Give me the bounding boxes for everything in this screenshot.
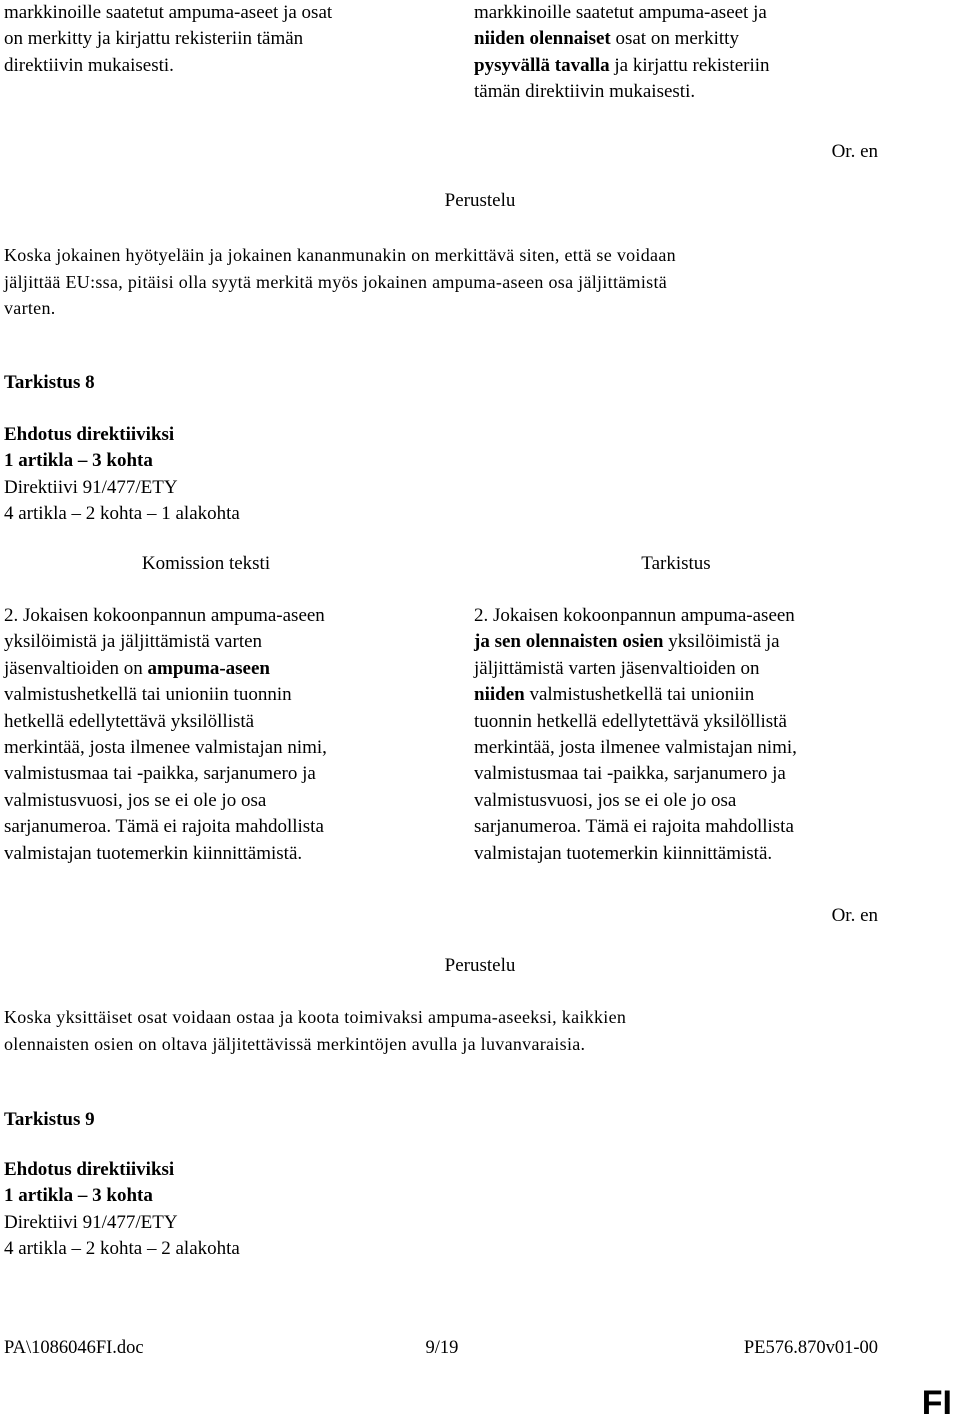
text-line: valmistusvuosi, jos se ei ole jo osa — [4, 789, 267, 811]
amended-text: pysyvällä tavalla — [474, 54, 610, 76]
amended-text: ja sen olennaisten osien — [474, 631, 664, 653]
article-reference: 1 artikla – 3 kohta — [4, 1185, 153, 1207]
text-line: valmistajan tuotemerkin kiinnittämistä. — [474, 842, 773, 864]
text-line: jäljittämistä varten jäsenvaltioiden on — [474, 657, 760, 679]
amended-text: niiden — [474, 684, 525, 706]
text-line — [4, 656, 444, 682]
justification-heading: Perustelu — [444, 190, 516, 211]
amendment-text-column — [474, 603, 934, 867]
text-line — [474, 53, 934, 79]
amendment-reference — [4, 422, 240, 528]
language-code: FI — [921, 1384, 952, 1422]
text-line: direktiivin mukaisesti. — [4, 54, 174, 76]
text-line: Koska yksittäiset osat voidaan ostaa ja koota toimivaksi ampuma-aseeksi, kaikkien — [4, 1007, 627, 1027]
original-language-note: Or. en — [831, 905, 878, 926]
text-line: tuonnin hetkellä edellytettävä yksilöllistä — [474, 710, 787, 732]
text-line: hetkellä edellytettävä yksilöllistä — [4, 710, 255, 732]
text-line: varten. — [4, 298, 56, 319]
directive-reference: Direktiivi 91/477/ETY — [4, 1211, 178, 1233]
text-line: valmistushetkellä tai unioniin tuonnin — [4, 684, 292, 706]
text-span: yksilöimistä ja — [663, 631, 780, 653]
text-line: markkinoille saatetut ampuma-aseet ja osat — [4, 2, 333, 23]
text-line: valmistajan tuotemerkin kiinnittämistä. — [4, 842, 303, 864]
text-line: tämän direktiivin mukaisesti. — [474, 81, 696, 103]
amended-text: niiden olennaiset — [474, 28, 611, 50]
justification-heading: Perustelu — [444, 955, 516, 976]
text-line: valmistusmaa tai -paikka, sarjanumero ja — [474, 763, 786, 785]
text-line: 2. Jokaisen kokoonpannun ampuma-aseen — [474, 605, 795, 626]
justification-text — [4, 1004, 884, 1057]
text-span: jäsenvaltioiden on — [4, 657, 148, 679]
text-line: 2. Jokaisen kokoonpannun ampuma-aseen — [4, 605, 325, 626]
text-span: valmistushetkellä tai unioniin — [524, 684, 755, 706]
article-reference: 1 artikla – 3 kohta — [4, 450, 153, 472]
amendment-label: Tarkistus — [4, 372, 81, 393]
text-line: yksilöimistä ja jäljittämistä varten — [4, 631, 263, 653]
text-line: markkinoille saatetut ampuma-aseet ja — [474, 2, 767, 23]
text-span: ja kirjattu rekisteriin — [609, 54, 770, 76]
amendment-reference — [4, 1157, 240, 1263]
carryover-left-text — [4, 0, 444, 79]
footer-page-number: 9/19 — [425, 1338, 459, 1358]
amendment-heading: Tarkistus — [641, 553, 711, 574]
text-line: olennaisten osien on oltava jäljitettävissä merkintöjen avulla ja luvanvaraisia. — [4, 1033, 586, 1054]
text-span: osat on merkitty — [610, 28, 739, 50]
original-language-note: Or. en — [831, 141, 878, 162]
proposal-label: Ehdotus direktiiviksi — [4, 424, 175, 445]
subparagraph-reference: 4 artikla – 2 kohta – 2 alakohta — [4, 1238, 240, 1260]
text-line: sarjanumeroa. Tämä ei rajoita mahdollista — [474, 816, 794, 838]
text-line: Koska jokainen hyötyeläin ja jokainen kananmunakin on merkittävä siten, että se voidaan — [4, 245, 676, 265]
amendment-number: 9 — [80, 1109, 95, 1130]
commission-text-heading: Komission teksti — [141, 553, 271, 574]
amendment-number: 8 — [80, 372, 95, 393]
text-line: valmistusmaa tai -paikka, sarjanumero ja — [4, 763, 316, 785]
text-line: jäljittää EU:ssa, pitäisi olla syytä merkitä myös jokainen ampuma-aseen osa jäljittämistä — [4, 271, 668, 292]
justification-text — [4, 242, 884, 322]
amendment-title — [4, 1107, 95, 1133]
text-line: valmistusvuosi, jos se ei ole jo osa — [474, 789, 737, 811]
text-line: merkintää, josta ilmenee valmistajan nimi, — [474, 737, 797, 759]
text-line — [474, 629, 934, 655]
directive-reference: Direktiivi 91/477/ETY — [4, 476, 178, 498]
amendment-label: Tarkistus — [4, 1109, 81, 1130]
proposal-label: Ehdotus direktiiviksi — [4, 1159, 175, 1180]
footer-document-id: PA\1086046FI.doc — [4, 1338, 144, 1358]
text-line: merkintää, josta ilmenee valmistajan nimi, — [4, 737, 327, 759]
text-line — [474, 26, 934, 52]
text-line: sarjanumeroa. Tämä ei rajoita mahdollista — [4, 816, 324, 838]
changed-text: ampuma-aseen — [147, 657, 270, 679]
text-line — [474, 682, 934, 708]
subparagraph-reference: 4 artikla – 2 kohta – 1 alakohta — [4, 503, 240, 525]
carryover-right-text — [474, 0, 934, 106]
commission-text-column — [4, 603, 444, 867]
footer-reference: PE576.870v01-00 — [743, 1338, 878, 1358]
amendment-title — [4, 370, 95, 396]
text-line: on merkitty ja kirjattu rekisteriin tämän — [4, 28, 304, 50]
